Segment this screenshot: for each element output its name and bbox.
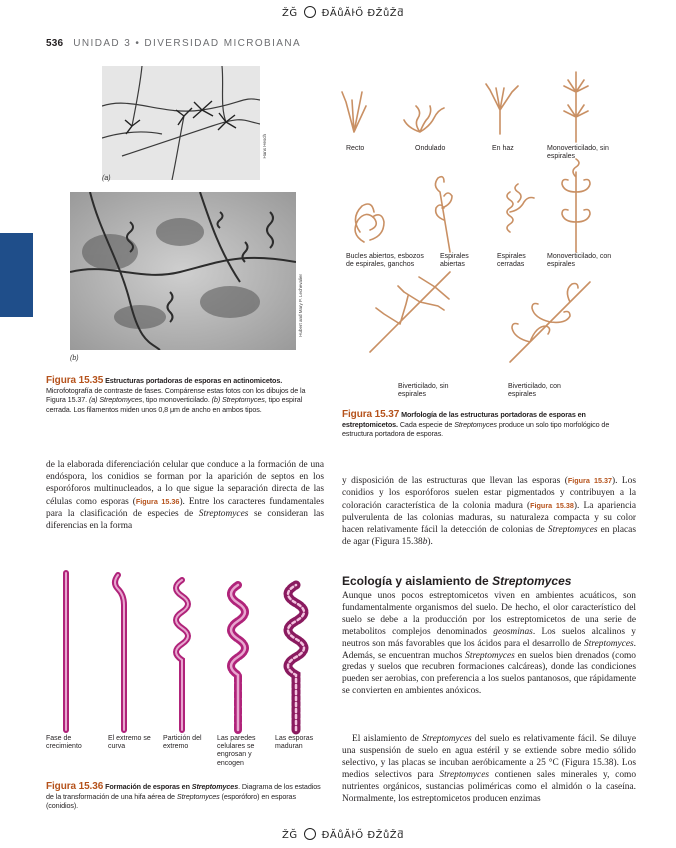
morph-espirales-abiertas bbox=[435, 177, 452, 252]
stage-partition bbox=[176, 580, 188, 730]
registration-circle-icon bbox=[304, 828, 316, 840]
morph-espirales-cerradas bbox=[507, 184, 534, 232]
body-text-right-p3 bbox=[342, 734, 636, 805]
stage-label: Fase de crecimiento bbox=[46, 735, 82, 751]
morph-label: Bucles abiertos, esbozos de espirales, ganchos bbox=[346, 253, 424, 269]
genus-name: Streptomyces bbox=[547, 524, 598, 535]
stage-label: Partición del extremo bbox=[163, 735, 202, 751]
stage-label: Las esporas maduran bbox=[275, 735, 314, 751]
caption-genus: Streptomyces bbox=[222, 395, 265, 405]
genus-name: Streptomyces bbox=[198, 508, 249, 519]
morph-biverticilado-espirales bbox=[510, 282, 590, 362]
body-text: . Los suelos alcalinos y neutros son más favorables que los ácidos para el desarrollo de bbox=[342, 626, 636, 649]
morph-en-haz bbox=[486, 84, 518, 134]
section-title-genus: Streptomyces bbox=[492, 574, 572, 588]
page-number: 536 bbox=[46, 38, 64, 49]
figure-title: Morfología de las estructuras portadoras de esporas en estreptomicetos. bbox=[342, 410, 586, 429]
morph-bucles bbox=[355, 204, 384, 242]
body-text-right-p1 bbox=[342, 475, 636, 548]
body-text-right-p2 bbox=[342, 591, 636, 698]
print-mark-text: ĐĂůĂŀŐ ĐŽůŽƌ bbox=[321, 830, 404, 841]
print-mark-text: ĐĂůĂŀŐ ĐŽůŽƌ bbox=[321, 8, 404, 19]
genus-name: Streptomyces bbox=[584, 638, 634, 649]
caption-text: Cada especie de bbox=[399, 419, 453, 429]
body-text: ). Entre los caracteres fundamentales para la clasificación de especies de bbox=[46, 496, 324, 519]
body-text: El aislamiento de bbox=[352, 734, 419, 744]
figure-number: Figura 15.36 bbox=[46, 781, 104, 792]
body-text-left bbox=[46, 460, 324, 532]
stage-mature bbox=[288, 585, 304, 730]
morph-label: Monoverticilado, con espirales bbox=[547, 253, 612, 269]
body-text: se consideran las diferencias en la forma bbox=[46, 508, 324, 531]
morph-ondulado bbox=[404, 106, 444, 132]
genus-name: Streptomyces bbox=[465, 650, 515, 661]
figure-panel-ref: b bbox=[422, 536, 428, 547]
figure-title: Estructuras portadoras de esporas en actinomicetos. bbox=[105, 376, 283, 385]
photo-credit-a: Hans Hesch bbox=[262, 134, 267, 159]
figure-15-37-drawings bbox=[340, 62, 640, 382]
figure-reference[interactable]: Figura 15.37 bbox=[567, 476, 612, 485]
morph-label: Ondulado bbox=[415, 145, 446, 152]
morph-label: Recto bbox=[346, 145, 365, 152]
figure-number: Figura 15.35 bbox=[46, 375, 104, 386]
body-text: ). bbox=[427, 536, 433, 547]
body-text: ). Los conidios y los esporóforos suelen estar pigmentados y contribuyen a la coloración característica de la colonia madura ( bbox=[342, 476, 636, 511]
body-text: en suelos bien drenados (como gredas y suelos que recubren formaciones calcáreas), donde las condiciones pueden ser aerobias, con preferencia a los suelos pantanosos, que rápidamente se convierten en ambientes anóxicos. bbox=[342, 650, 636, 697]
genus-name: Streptomyces bbox=[422, 734, 472, 744]
figure-15-35-caption bbox=[46, 376, 316, 414]
term-italic: geosminas bbox=[493, 626, 533, 637]
body-text: Aunque unos pocos estreptomicetos viven en ambientes acuáticos, son fundamentalmente organismos del suelo. De hecho, el olor característico del suelo se debe a la producción por los estreptomicetos de una serie de metabolitos complejos denominados bbox=[342, 591, 636, 637]
print-mark-bottom bbox=[282, 828, 404, 841]
caption-text: , tipo monoverticilado. bbox=[142, 395, 210, 405]
section-title-text: Ecología y aislamiento de bbox=[342, 574, 489, 588]
genus-name: Streptomyces bbox=[439, 769, 490, 780]
figure-number: Figura 15.37 bbox=[342, 409, 400, 420]
micrograph-b bbox=[70, 192, 296, 350]
caption-genus: Streptomyces bbox=[191, 782, 239, 791]
body-text: contienen sales minerales y, como nutrientes orgánicos, sustancias poliméricas como el almidón o la caseína. Normalmente, los estreptomicetos producen enzimas bbox=[342, 769, 637, 804]
micrograph-a-drawing bbox=[102, 66, 260, 180]
print-mark-text: ŽĞ bbox=[282, 830, 298, 841]
caption-panel-ref: (a) bbox=[88, 395, 98, 405]
stage-thickening bbox=[231, 585, 245, 730]
panel-label-a: (a) bbox=[102, 175, 111, 182]
body-text: y disposición de las estructuras que llevan las esporas ( bbox=[342, 476, 568, 486]
morph-label: Monoverticilado, sin espirales bbox=[547, 145, 609, 161]
print-mark-text: ŽĞ bbox=[282, 8, 298, 19]
body-text: ). La apariencia pulverulenta de las colonias maduras, su naturaleza compacta y su color hacen relativamente fácil la detección de colonias de bbox=[342, 500, 636, 535]
body-text: de la elaborada diferenciación celular que conduce a la formación de una endóspora, los conidios se forman por la aparición de septos en los esporóforos multinucleados, a lo que sigue la separación directa de las células como esporas ( bbox=[46, 460, 324, 507]
stage-curve bbox=[115, 575, 124, 730]
caption-text: (esporóforo) en esporas (conidios). bbox=[46, 791, 296, 811]
morph-label: Biverticilado, con espirales bbox=[508, 383, 561, 399]
stage-label: Las paredes celulares se engrosan y encogen bbox=[217, 735, 256, 767]
morph-recto bbox=[342, 92, 366, 132]
morph-label: Espirales abiertas bbox=[440, 253, 469, 269]
figure-title-text: Formación de esporas en bbox=[105, 782, 190, 791]
body-text: en placas de agar (Figura 15.38 bbox=[342, 524, 636, 547]
caption-panel-ref: (b) bbox=[211, 395, 221, 405]
photo-credit-b: Hubert and Mary P. Lechevalier bbox=[298, 274, 303, 337]
morph-label: Espirales cerradas bbox=[497, 253, 526, 269]
caption-genus: Streptomyces bbox=[99, 395, 143, 405]
stage-label: El extremo se curva bbox=[108, 735, 151, 751]
figure-title bbox=[105, 782, 238, 791]
chapter-thumb-tab bbox=[0, 233, 33, 317]
caption-text: Microfotografía de contraste de fases. Compárense estas fotos con los dibujos de la Figura 15.37. bbox=[46, 385, 306, 405]
figure-15-37-caption bbox=[342, 410, 634, 439]
running-head bbox=[46, 38, 301, 49]
micrograph-a bbox=[102, 66, 260, 180]
panel-label-b: (b) bbox=[70, 355, 79, 362]
caption-genus: Streptomyces bbox=[454, 419, 497, 429]
figure-15-36-caption bbox=[46, 782, 324, 811]
morph-label: En haz bbox=[492, 145, 514, 152]
morph-monoverticilado bbox=[564, 72, 588, 142]
body-text: . Además, se encuentran muchos bbox=[342, 638, 637, 661]
figure-reference[interactable]: Figura 15.38 bbox=[530, 500, 574, 510]
caption-text: . Diagrama de los estadios de la transformación de una hifa aérea de bbox=[46, 782, 321, 801]
registration-circle-icon bbox=[304, 6, 316, 18]
morph-label: Biverticilado, sin espirales bbox=[398, 383, 449, 399]
caption-text: , tipo espiral cerrada. Los filamentos miden unos 0,8 μm de ancho en ambos tipos. bbox=[46, 395, 303, 414]
section-title bbox=[342, 574, 571, 588]
print-mark-top bbox=[282, 6, 404, 19]
morph-monoverticilado-espirales bbox=[562, 159, 590, 252]
caption-genus: Streptomyces bbox=[176, 791, 220, 801]
morph-biverticilado bbox=[370, 272, 450, 352]
caption-text: produce un solo tipo morfológico de estructura portadora de esporas. bbox=[342, 419, 610, 439]
figure-reference[interactable]: Figura 15.36 bbox=[135, 496, 180, 506]
micrograph-b-drawing bbox=[70, 192, 296, 350]
running-title: UNIDAD 3 • DIVERSIDAD MICROBIANA bbox=[73, 38, 302, 49]
body-text: del suelo es relativamente fácil. Se diluye una suspensión de suelo en agua estéril y se extiende sobre medio sólido selectivo, y las placas se incuban aeróbicamente a 25 °C (Figura 15.38). Los medios selectivos para bbox=[342, 734, 637, 780]
figure-15-36-drawing bbox=[46, 565, 326, 735]
